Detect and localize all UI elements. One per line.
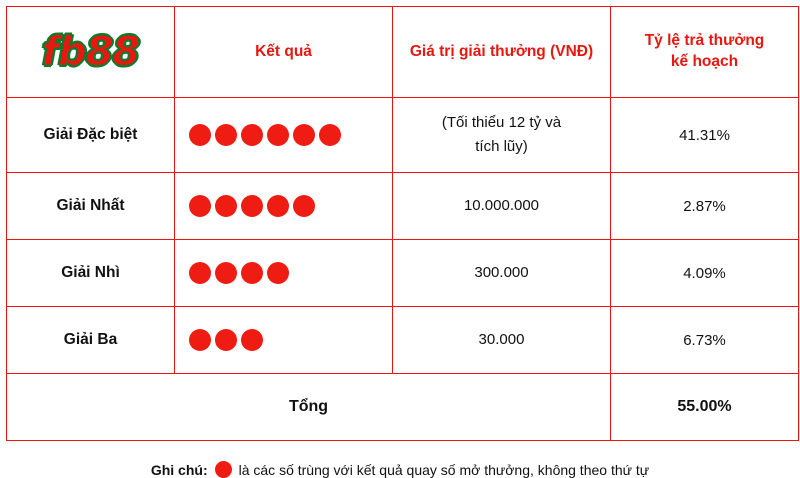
- note-dot-icon: [215, 461, 232, 478]
- prize-name-0: Giải Đặc biệt: [7, 98, 175, 173]
- result-dot: [189, 124, 211, 146]
- result-dot: [215, 124, 237, 146]
- result-dot: [215, 262, 237, 284]
- prize-rate-3: 6.73%: [611, 307, 799, 374]
- table-header-row: [7, 7, 799, 98]
- result-dot: [189, 195, 211, 217]
- dot-group: [181, 195, 386, 217]
- table-total-row: [7, 374, 799, 441]
- result-dots-2: [175, 240, 393, 307]
- dot-group: [181, 329, 386, 351]
- prize-value-line2: tích lũy): [475, 138, 528, 155]
- result-dot: [241, 262, 263, 284]
- result-dot: [241, 195, 263, 217]
- result-dots-3: [175, 307, 393, 374]
- result-dot: [267, 195, 289, 217]
- prize-rate-2: 4.09%: [611, 240, 799, 307]
- prize-name-2: Giải Nhì: [7, 240, 175, 307]
- note-text: là các số trùng với kết quả quay số mở thưởng, không theo thứ tự: [238, 461, 650, 478]
- result-dot: [215, 329, 237, 351]
- result-dot: [267, 262, 289, 284]
- result-dots-1: [175, 173, 393, 240]
- table-note: [4, 461, 796, 478]
- prize-name-3: Giải Ba: [7, 307, 175, 374]
- note-label: Ghi chú:: [150, 461, 208, 478]
- total-rate: 55.00%: [611, 374, 799, 441]
- fb88-logo: fb88: [41, 29, 140, 75]
- column-header-rate: [611, 7, 799, 98]
- prize-value-2: 300.000: [393, 240, 611, 307]
- table-row: [7, 173, 799, 240]
- prize-table: [6, 6, 799, 441]
- column-header-rate-line1: Tỷ lệ trả thưởng: [644, 32, 765, 50]
- result-dot: [189, 262, 211, 284]
- table-row: [7, 240, 799, 307]
- total-label: Tổng: [7, 374, 611, 441]
- prize-rate-1: 2.87%: [611, 173, 799, 240]
- prize-value-3: 30.000: [393, 307, 611, 374]
- dot-group: [181, 124, 386, 146]
- result-dot: [293, 195, 315, 217]
- column-header-value: Giá trị giải thưởng (VNĐ): [393, 7, 611, 98]
- result-dot: [319, 124, 341, 146]
- result-dot: [293, 124, 315, 146]
- dot-group: [181, 262, 386, 284]
- prize-name-1: Giải Nhất: [7, 173, 175, 240]
- result-dot: [241, 329, 263, 351]
- result-dot: [241, 124, 263, 146]
- result-dots-0: [175, 98, 393, 173]
- prize-value-1: 10.000.000: [393, 173, 611, 240]
- result-dot: [267, 124, 289, 146]
- result-dot: [215, 195, 237, 217]
- result-dot: [189, 329, 211, 351]
- brand-logo-cell: [7, 7, 175, 98]
- prize-value-line1: (Tối thiểu 12 tỷ và: [441, 114, 562, 131]
- column-header-result: Kết quả: [175, 7, 393, 98]
- table-row: [7, 307, 799, 374]
- prize-rate-0: 41.31%: [611, 98, 799, 173]
- table-row: [7, 98, 799, 173]
- prize-value-0: [393, 98, 611, 173]
- column-header-rate-line2: kế hoạch: [670, 53, 739, 70]
